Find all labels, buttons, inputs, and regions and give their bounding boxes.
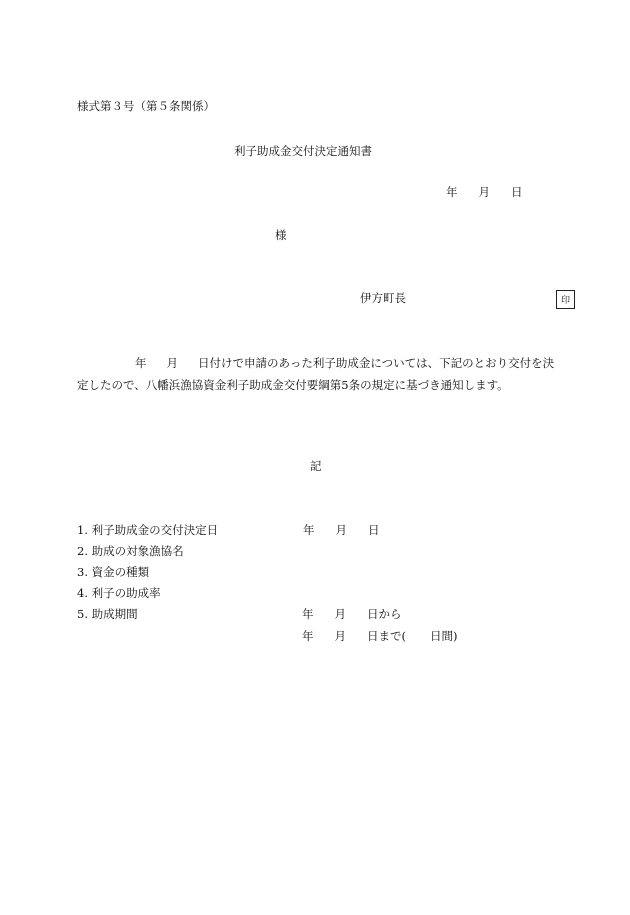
ki-heading: 記	[310, 459, 322, 473]
body-text: 日付けで申請のあった利子助成金については、下記のとおり交付を決定したので、八幡浜漁協資金利子助成金交付要綱第5条の規定に基づき通知します。	[77, 356, 555, 392]
notice-body	[77, 352, 557, 396]
date-day: 日	[511, 185, 523, 199]
period-start: 年 月 日から	[302, 607, 402, 621]
item-3-label: 3. 資金の種類	[77, 565, 150, 579]
form-number: 様式第３号（第５条関係）	[77, 99, 215, 113]
item-4-label: 4. 利子の助成率	[77, 586, 161, 600]
item-2-label: 2. 助成の対象漁協名	[77, 544, 184, 558]
item-1-date: 年 月 日	[303, 523, 380, 537]
seal-box: 印	[556, 290, 575, 309]
item-5-label: 5. 助成期間	[77, 607, 138, 621]
date-line	[446, 187, 523, 199]
addressee-suffix: 様	[275, 228, 287, 242]
date-month: 月	[478, 185, 490, 199]
issuer-name: 伊方町長	[360, 291, 406, 305]
body-year: 年	[135, 356, 147, 370]
body-month: 月	[166, 356, 178, 370]
period-end: 年 月 日まで( 日間)	[302, 629, 458, 643]
date-year: 年	[446, 185, 458, 199]
item-1-label: 1. 利子助成金の交付決定日	[77, 523, 219, 537]
document-title: 利子助成金交付決定通知書	[234, 144, 372, 158]
